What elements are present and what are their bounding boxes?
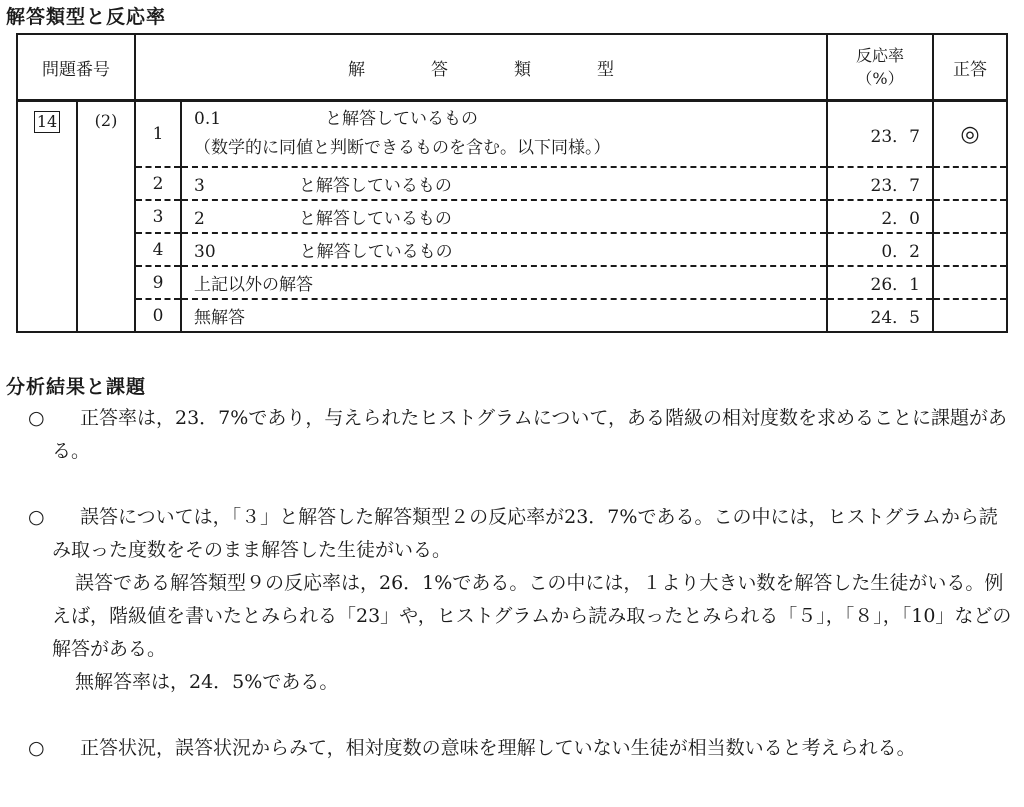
type-number: 2 [135, 167, 181, 200]
rate-value: 23．7 [827, 167, 933, 200]
sub-number: (2) [77, 101, 135, 333]
rate-value: 23．7 [827, 101, 933, 168]
rate-value: 24．5 [827, 299, 933, 332]
type-number: 4 [135, 233, 181, 266]
section-title: 解答類型と反応率 [6, 6, 167, 28]
correct-mark [933, 167, 1007, 200]
type-number: 1 [135, 101, 181, 168]
rate-value: 26．1 [827, 266, 933, 299]
bullet-circle-icon: ○ [28, 506, 45, 528]
correct-mark-icon: ◎ [933, 101, 1007, 168]
table-row [17, 299, 1007, 332]
header-answer-type: 解 答 類 型 [135, 34, 827, 101]
analysis-body [0, 402, 1024, 765]
answer-description: 0.1 と解答しているもの （数学的に同値と判断できるものを含む。以下同様。） [181, 101, 827, 168]
analysis-paragraph-3: ○ 正答状況，誤答状況からみて，相対度数の意味を理解していない生徒が相当数いると考えられる。 [0, 732, 1024, 765]
header-response-rate: 反応率 （%） [827, 34, 933, 101]
rate-value: 2．0 [827, 200, 933, 233]
correct-mark [933, 299, 1007, 332]
table-row [17, 167, 1007, 200]
answer-note: （数学的に同値と判断できるものを含む。以下同様。） [194, 138, 611, 158]
correct-mark [933, 200, 1007, 233]
answer-description: 3 と解答しているもの [181, 167, 827, 200]
type-number: 9 [135, 266, 181, 299]
bullet-circle-icon: ○ [28, 407, 45, 429]
table-row [17, 266, 1007, 299]
correct-mark [933, 233, 1007, 266]
type-number: 0 [135, 299, 181, 332]
header-correct: 正答 [933, 34, 1007, 101]
correct-mark [933, 266, 1007, 299]
analysis-paragraph-1: ○ 正答率は，23．7%であり，与えられたヒストグラムについて，ある階級の相対度数を求めることに課題がある。 [0, 402, 1024, 468]
problem-number: 14 [17, 101, 77, 333]
rate-value: 0．2 [827, 233, 933, 266]
answer-description: 2 と解答しているもの [181, 200, 827, 233]
analysis-paragraph-2: ○ 誤答については，「３」と解答した解答類型２の反応率が23．7%である。この中には，ヒストグラムから読み取った度数をそのまま解答した生徒がいる。 誤答である解答類型９の反応率は，26．1%である。この中には，１より大きい数を解答した生徒がいる。例えば，階級値を書いたとみられる「23」や，ヒストグラムから読み取ったとみられる「５」，「８」，「10」などの解答がある。 無解答率は，24．5%である。 [0, 501, 1024, 699]
type-number: 3 [135, 200, 181, 233]
answer-description: 上記以外の解答 [181, 266, 827, 299]
table-row [17, 233, 1007, 266]
analysis-title: 分析結果と課題 [6, 376, 147, 398]
bullet-circle-icon: ○ [28, 737, 45, 759]
response-table [16, 33, 1008, 333]
table-row [17, 101, 1007, 168]
answer-description: 無解答 [181, 299, 827, 332]
table-header-row [17, 34, 1007, 101]
table-row [17, 200, 1007, 233]
answer-description: 30 と解答しているもの [181, 233, 827, 266]
header-problem-number: 問題番号 [17, 34, 135, 101]
